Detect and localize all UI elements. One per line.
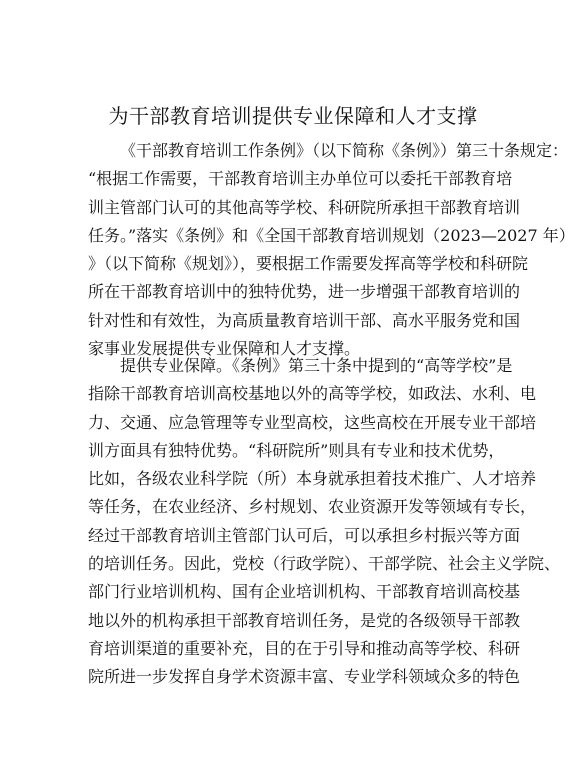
- paragraph-line: 训主管部门认可的其他高等学校、科研院所承担干部教育培训: [88, 197, 521, 217]
- paragraph-1: [88, 137, 575, 363]
- paragraph-line: 家事业发展提供专业保障和人才支撑。: [88, 339, 361, 359]
- paragraph-line: 《干部教育培训工作条例》（以下简称《条例》）第三十条规定：: [120, 141, 569, 160]
- paragraph-line: 的培训任务。因此，党校（行政学院）、干部学院、社会主义学院、: [88, 554, 561, 574]
- paragraph-line: 指除干部教育培训高校基地以外的高等学校，如政法、水利、电: [88, 384, 537, 404]
- paragraph-line: 地以外的机构承担干部教育培训任务，是党的各级领导干部教: [88, 610, 521, 630]
- paragraph-line: 育培训渠道的重要补充，目的在于引导和推动高等学校、科研: [88, 638, 521, 658]
- paragraph-line: 训方面具有独特优势。“科研院所”则具有专业和技术优势，: [88, 440, 505, 460]
- paragraph-line: “根据工作需要，干部教育培训主办单位可以委托干部教育培: [88, 169, 513, 189]
- paragraph-line: 所在干部教育培训中的独特优势，进一步增强干部教育培训的: [88, 282, 521, 302]
- paragraph-line: 任务。”落实《条例》和《全国干部教育培训规划（2023—2027 年）: [88, 225, 575, 245]
- paragraph-2: [88, 352, 561, 692]
- paragraph-line: 针对性和有效性，为高质量教育培训干部、高水平服务党和国: [88, 310, 521, 330]
- document-title: 为干部教育培训提供专业保障和人才支撑: [108, 104, 478, 128]
- paragraph-line: 部门行业培训机构、国有企业培训机构、干部教育培训高校基: [88, 582, 521, 602]
- paragraph-line: 力、交通、应急管理等专业型高校，这些高校在开展专业干部培: [88, 412, 537, 432]
- paragraph-line: 比如，各级农业科学院（所）本身就承担着技术推广、人才培养: [88, 469, 537, 489]
- paragraph-line: 等任务，在农业经济、乡村规划、农业资源开发等领域有专长，: [88, 497, 537, 517]
- paragraph-line: 》（以下简称《规划》），要根据工作需要发挥高等学校和科研院: [88, 254, 529, 274]
- paragraph-line: 提供专业保障。《条例》第三十条中提到的“高等学校”是: [120, 356, 513, 375]
- paragraph-line: 院所进一步发挥自身学术资源丰富、专业学科领域众多的特色: [88, 667, 521, 687]
- paragraph-line: 经过干部教育培训主管部门认可后，可以承担乡村振兴等方面: [88, 525, 521, 545]
